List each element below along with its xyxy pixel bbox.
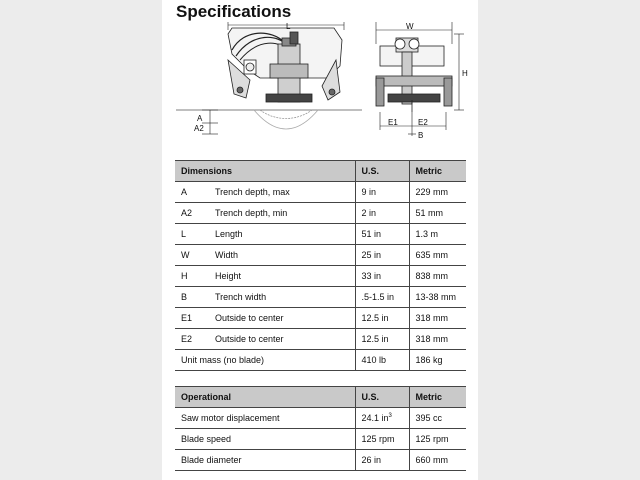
table-row	[175, 450, 466, 471]
front-view-drawing	[376, 38, 452, 112]
table-row	[175, 224, 466, 245]
dimensions-header-row	[175, 161, 466, 182]
metric-header: Metric	[409, 161, 466, 182]
dimension-name: Height	[209, 266, 355, 287]
metric-value: 13-38 mm	[409, 287, 466, 308]
us-value: 26 in	[355, 450, 409, 471]
table-row	[175, 182, 466, 203]
dimension-label-e2: E2	[418, 118, 428, 127]
table-row	[175, 308, 466, 329]
metric-value: 318 mm	[409, 308, 466, 329]
table-row	[175, 266, 466, 287]
dimension-label-h: H	[462, 69, 468, 78]
dimension-code: A	[175, 182, 209, 203]
metric-value: 838 mm	[409, 266, 466, 287]
dimensions-header: Dimensions	[175, 161, 355, 182]
table-row	[175, 287, 466, 308]
dimension-name: Trench depth, min	[209, 203, 355, 224]
dimension-code: E2	[175, 329, 209, 350]
metric-value: 186 kg	[409, 350, 466, 371]
dimension-label-a2: A2	[194, 124, 204, 133]
dimension-label-w: W	[406, 22, 414, 31]
operational-name: Blade speed	[175, 429, 355, 450]
us-value: 33 in	[355, 266, 409, 287]
page-title: Specifications	[176, 2, 292, 21]
us-value: 12.5 in	[355, 329, 409, 350]
dimension-code: B	[175, 287, 209, 308]
metric-value: 125 rpm	[409, 429, 466, 450]
side-view-drawing	[176, 28, 362, 129]
us-value: 2 in	[355, 203, 409, 224]
cubic-superscript: 3	[388, 413, 392, 419]
dimension-code: A2	[175, 203, 209, 224]
us-value	[355, 408, 409, 429]
operational-table	[175, 386, 466, 471]
unit-mass-label: Unit mass (no blade)	[175, 350, 355, 371]
us-header: U.S.	[355, 161, 409, 182]
dimension-name: Outside to center	[209, 308, 355, 329]
table-row	[175, 245, 466, 266]
operational-name: Blade diameter	[175, 450, 355, 471]
dimension-name: Width	[209, 245, 355, 266]
operational-header: Operational	[175, 387, 355, 408]
us-value: 12.5 in	[355, 308, 409, 329]
us-value-text: 24.1 in	[361, 413, 389, 423]
table-row	[175, 408, 466, 429]
dimensions-table	[175, 160, 466, 371]
dimension-code: H	[175, 266, 209, 287]
us-value: .5-1.5 in	[355, 287, 409, 308]
table-row	[175, 329, 466, 350]
dimension-label-b: B	[418, 131, 424, 140]
table-row	[175, 429, 466, 450]
metric-value: 395 cc	[409, 408, 466, 429]
dimension-code: L	[175, 224, 209, 245]
metric-value: 660 mm	[409, 450, 466, 471]
dimension-label-e1: E1	[388, 118, 398, 127]
us-value: 410 lb	[355, 350, 409, 371]
dimension-name: Length	[209, 224, 355, 245]
metric-value: 229 mm	[409, 182, 466, 203]
metric-value: 1.3 m	[409, 224, 466, 245]
metric-value: 51 mm	[409, 203, 466, 224]
dimension-name: Trench width	[209, 287, 355, 308]
us-value: 51 in	[355, 224, 409, 245]
table-row	[175, 203, 466, 224]
dimension-label-a: A	[197, 114, 203, 123]
operational-name: Saw motor displacement	[175, 408, 355, 429]
us-header: U.S.	[355, 387, 409, 408]
dimension-code: E1	[175, 308, 209, 329]
trencher-dimension-diagram	[162, 20, 478, 140]
us-value: 25 in	[355, 245, 409, 266]
dimension-name: Outside to center	[209, 329, 355, 350]
us-value: 9 in	[355, 182, 409, 203]
dimension-label-l: L	[286, 22, 291, 31]
unit-mass-row	[175, 350, 466, 371]
spec-sheet-page	[162, 0, 478, 480]
dimension-name: Trench depth, max	[209, 182, 355, 203]
operational-header-row	[175, 387, 466, 408]
metric-value: 635 mm	[409, 245, 466, 266]
metric-value: 318 mm	[409, 329, 466, 350]
dimension-code: W	[175, 245, 209, 266]
metric-header: Metric	[409, 387, 466, 408]
us-value: 125 rpm	[355, 429, 409, 450]
